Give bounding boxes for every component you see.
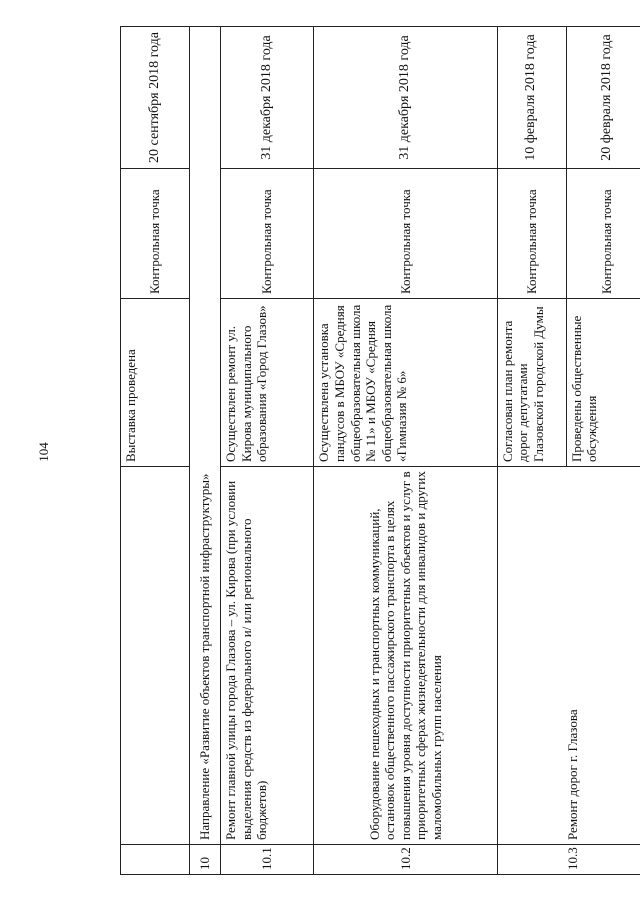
cell-num: 10.3	[497, 845, 640, 875]
cell-type: Контрольная точка	[121, 169, 190, 299]
cell-result: Выставка проведена	[121, 299, 190, 467]
cell-event: Ремонт дорог г. Глазова	[497, 467, 640, 845]
cell-result: Проведены общественные обсуждения	[566, 299, 640, 467]
cell-num: 10.1	[221, 845, 314, 875]
cell-event: Оборудование пешеходных и транспортных коммуникаций, остановок общественного пассажирского транспорта в целях повышения уровня доступности приоритетных объектов и услуг в приоритетных сферах жизнедеятельности для инвалидов и других маломобильных групп населения	[314, 467, 497, 845]
section-title: Направление «Развитие объектов транспортной инфраструктуры»	[190, 27, 221, 845]
cell-date: 20 февраля 2018 года	[566, 27, 640, 169]
table-row	[314, 27, 497, 875]
plan-table	[120, 26, 640, 875]
cell-date: 20 сентября 2018 года	[121, 27, 190, 169]
cell-num: 10.2	[314, 845, 497, 875]
table-row-continuation	[121, 27, 190, 875]
cell-num	[121, 845, 190, 875]
cell-type: Контрольная точка	[497, 169, 566, 299]
cell-type: Контрольная точка	[566, 169, 640, 299]
table-row	[221, 27, 314, 875]
cell-event: Ремонт главной улицы города Глазова – ул. Кирова (при условии выделения средств из федерального и/ или регионального бюджетов)	[221, 467, 314, 845]
cell-result: Согласован план ремонта дорог депутатами Глазовской городской Думы	[497, 299, 566, 467]
cell-date: 31 декабря 2018 года	[314, 27, 497, 169]
cell-event	[121, 467, 190, 845]
page-number: 104	[36, 442, 51, 462]
table-row	[497, 27, 566, 875]
cell-result: Осуществлен ремонт ул. Кирова муниципального образования «Город Глазов»	[221, 299, 314, 467]
cell-result: Осуществлена установка пандусов в МБОУ «Средняя общеобразовательная школа № 11» и МБОУ «Средняя общеобразовательная школа «Гимназия № 6»	[314, 299, 497, 467]
cell-date: 31 декабря 2018 года	[221, 27, 314, 169]
section-num: 10	[190, 845, 221, 875]
rotated-page-content	[120, 0, 640, 875]
cell-type: Контрольная точка	[314, 169, 497, 299]
section-row	[190, 27, 221, 875]
cell-type: Контрольная точка	[221, 169, 314, 299]
cell-date: 10 февраля 2018 года	[497, 27, 566, 169]
